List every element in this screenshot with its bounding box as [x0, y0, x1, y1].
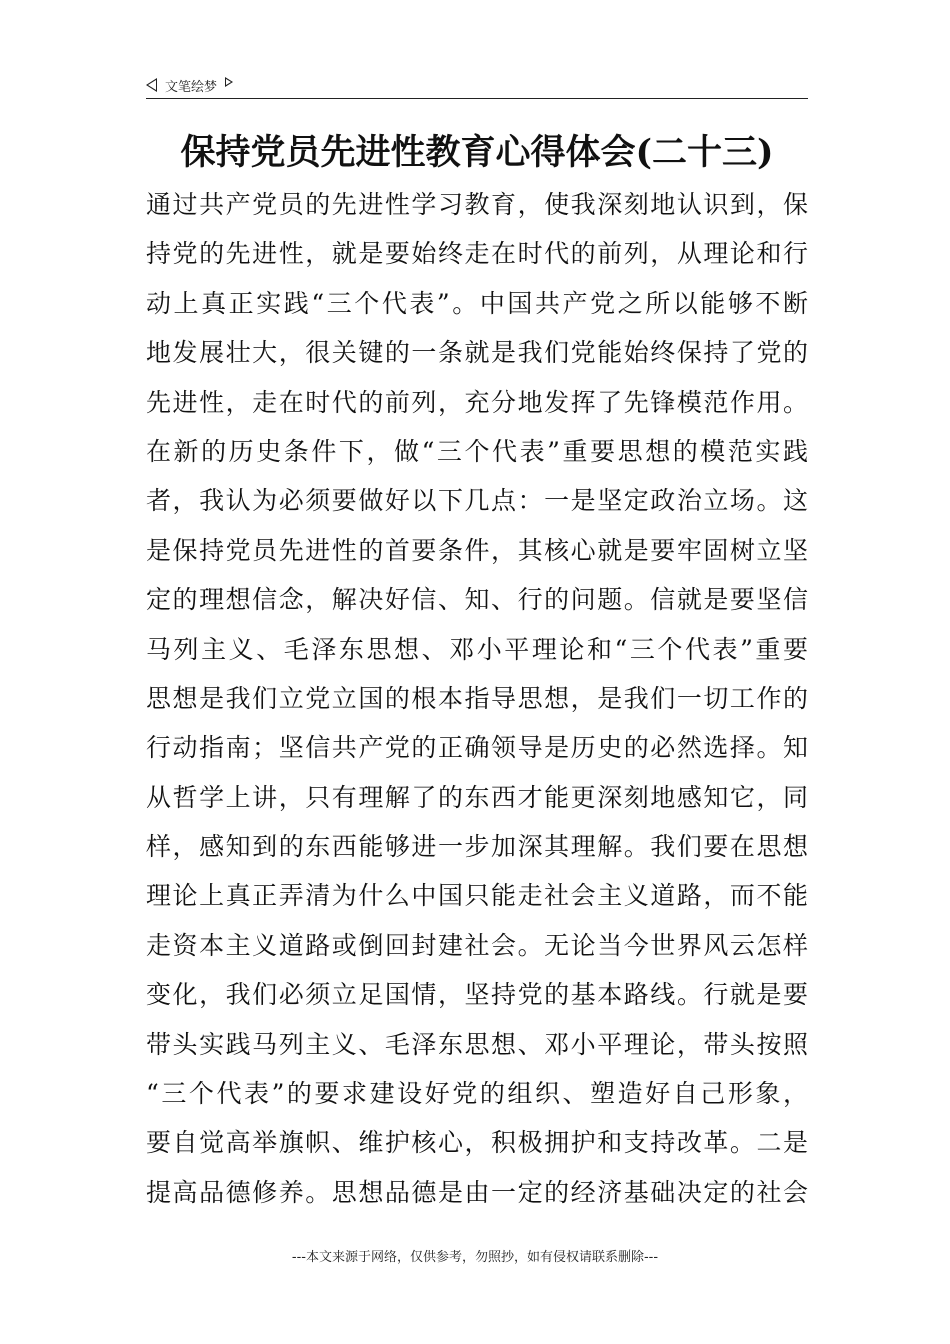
body-line: 提高品德修养。思想品德是由一定的经济基础决定的社会 — [146, 1177, 808, 1207]
triangle-right-icon — [225, 77, 233, 87]
body-line: 定的理想信念，解决好信、知、行的问题。信就是要坚信 — [146, 585, 808, 615]
body-line: “三个代表”的要求建设好党的组织、塑造好自己形象， — [146, 1079, 808, 1109]
body-line: 是保持党员先进性的首要条件，其核心就是要牢固树立坚 — [146, 535, 808, 565]
body-line: 理论上真正弄清为什么中国只能走社会主义道路，而不能 — [146, 881, 808, 911]
body-line: 持党的先进性，就是要始终走在时代的前列，从理论和行 — [146, 239, 808, 269]
body-line: 动上真正实践“三个代表”。中国共产党之所以能够不断 — [146, 288, 808, 318]
document-body — [146, 180, 808, 1217]
body-line: 行动指南；坚信共产党的正确领导是历史的必然选择。知 — [146, 733, 808, 763]
page-header — [146, 72, 808, 99]
body-line: 通过共产党员的先进性学习教育，使我深刻地认识到，保 — [146, 190, 808, 219]
body-line: 者，我认为必须要做好以下几点：一是坚定政治立场。这 — [146, 486, 808, 516]
body-line: 思想是我们立党立国的根本指导思想，是我们一切工作的 — [146, 683, 808, 713]
body-line: 走资本主义道路或倒回封建社会。无论当今世界风云怎样 — [146, 930, 808, 960]
triangle-left-icon — [146, 78, 157, 92]
body-line: 在新的历史条件下，做“三个代表”重要思想的模范实践 — [146, 436, 808, 466]
body-line: 带头实践马列主义、毛泽东思想、邓小平理论，带头按照 — [146, 1029, 808, 1059]
brand-label: 文笔绘梦 — [165, 79, 218, 95]
body-line: 变化，我们必须立足国情，坚持党的基本路线。行就是要 — [146, 980, 808, 1010]
body-line: 马列主义、毛泽东思想、邓小平理论和“三个代表”重要 — [146, 634, 808, 664]
body-line: 从哲学上讲，只有理解了的东西才能更深刻地感知它，同 — [146, 782, 808, 812]
body-line: 先进性，走在时代的前列，充分地发挥了先锋模范作用。 — [146, 387, 808, 417]
body-line: 地发展壮大，很关键的一条就是我们党能始终保持了党的 — [146, 338, 808, 368]
document-title: 保持党员先进性教育心得体会(二十三) — [180, 132, 774, 173]
body-line: 样，感知到的东西能够进一步加深其理解。我们要在思想 — [146, 832, 808, 862]
body-line: 要自觉高举旗帜、维护核心，积极拥护和支持改革。二是 — [146, 1128, 808, 1158]
footer-notice: ---本文来源于网络，仅供参考，勿照抄，如有侵权请联系删除--- — [291, 1250, 659, 1265]
